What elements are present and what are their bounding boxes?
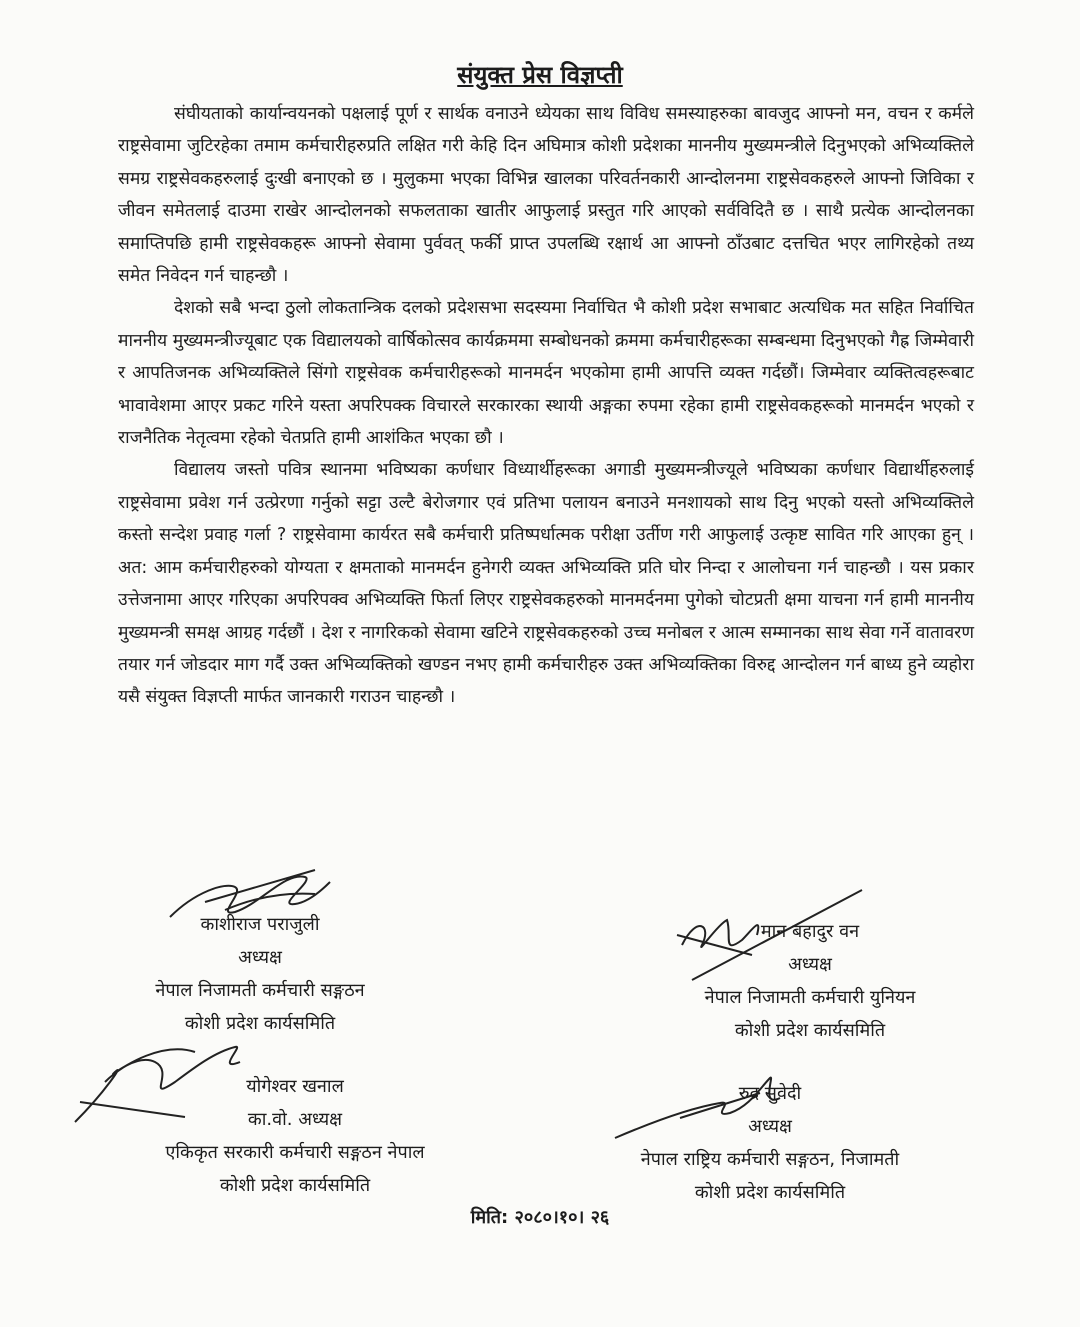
signatory-3-committee: कोशी प्रदेश कार्यसमिति xyxy=(219,1175,371,1196)
document-title: संयुक्त प्रेस विज्ञप्ती xyxy=(457,61,623,89)
signatory-2-org: नेपाल निजामती कर्मचारी युनियन xyxy=(704,987,916,1008)
signatory-1-role: अध्यक्ष xyxy=(238,947,282,968)
paragraph-1: संघीयताको कार्यान्वयनको पक्षलाई पूर्ण र सार्थक वनाउने ध्येयका साथ विविध समस्याहरुका बावजुद आफ्नो मन, वचन र कर्मले राष्ट्रसेवामा जुटिरहेका तमाम कर्मचारीहरुप्रति लक्षित गरी केहि दिन अघिमात्र कोशी प्रदेशका माननीय मुख्यमन्त्रीले दिनुभएको अभिव्यक्तिले समग्र राष्ट्रसेवकहरुलाई दुःखी बनाएको छ । मुलुकमा भएका विभिन्न खालका परिवर्तनकारी आन्दोलनमा राष्ट्रसेवकहरुले आफ्नो जिविका र जीवन समेतलाई दाउमा राखेर आन्दोलनको सफलताका खातीर आफुलाई प्रस्तुत गरि आएको सर्वविदितै छ । साथै प्रत्येक आन्दोलनका समाप्तिपछि हामी राष्ट्रसेवकहरू आफ्नो सेवामा पुर्ववत् फर्की प्राप्त उपलब्धि रक्षार्थ आ आफ्नो ठाँउबाट दत्तचित भएर लागिरहेको तथ्य समेत निवेदन गर्न चाहन्छौ । xyxy=(118,104,974,287)
signatory-2-name: मान बहादुर वन xyxy=(760,921,860,942)
signatory-4 xyxy=(590,1077,950,1209)
paragraph-3: विद्यालय जस्तो पवित्र स्थानमा भविष्यका कर्णधार विध्यार्थीहरूका अगाडी मुख्यमन्त्रीज्यूले भविष्यका कर्णधार विद्यार्थीहरुलाई राष्ट्रसेवामा प्रवेश गर्न उत्प्रेरणा गर्नुको सट्टा उल्टै बेरोजगार एवं प्रतिभा पलायन बनाउने मनशायको साथ दिनु भएको यस्तो अभिव्यक्तिले कस्तो सन्देश प्रवाह गर्ला ? राष्ट्रसेवामा कार्यरत सबै कर्मचारी प्रतिष्पर्धात्मक परीक्षा उर्तीण गरी आफुलाई उत्कृष्ट सावित गरि आएका हुन् । अत: आम कर्मचारीहरुको योग्यता र क्षमताको मानमर्दन हुनेगरी व्यक्त अभिव्यक्ति प्रति घोर निन्दा र आलोचना गर्न चाहन्छौ । यस प्रकार उत्तेजनामा आएर गरिएका अपरिपक्व अभिव्यक्ति फिर्ता लिएर राष्ट्रसेवकहरुको मानमर्दनमा पुगेको चोटप्रती क्षमा याचना गर्न हामी माननीय मुख्यमन्त्री समक्ष आग्रह गर्दछौं । देश र नागरिकको सेवामा खटिने राष्ट्रसेवकहरुको उच्च मनोबल र आत्म सम्मानका साथ सेवा गर्ने वातावरण तयार गर्न जोडदार माग गर्दै उक्त अभिव्यक्तिको खण्डन नभए हामी कर्मचारीहरु उक्त अभिव्यक्तिका विरुद्द आन्दोलन गर्न बाध्य हुने व्यहोरा यसै संयुक्त विज्ञप्ती मार्फत जानकारी गराउन चाहन्छौ । xyxy=(118,460,974,708)
signatory-2-role: अध्यक्ष xyxy=(788,954,832,975)
signatory-3-role: का.वो. अध्यक्ष xyxy=(247,1109,343,1130)
signatory-1-committee: कोशी प्रदेश कार्यसमिति xyxy=(184,1013,336,1034)
signatory-1-org: नेपाल निजामती कर्मचारी सङ्गठन xyxy=(155,980,365,1001)
signatory-2-committee: कोशी प्रदेश कार्यसमिति xyxy=(734,1020,886,1041)
paragraph-2: देशको सबै भन्दा ठुलो लोकतान्त्रिक दलको प्रदेशसभा सदस्यमा निर्वाचित भै कोशी प्रदेश सभाबाट अत्यधिक मत सहित निर्वाचित माननीय मुख्यमन्त्रीज्यूबाट एक विद्यालयको वार्षिकोत्सव कार्यक्रममा सम्बोधनको क्रममा कर्मचारीहरूका सम्बन्धमा दिनुभएको गैह्र जिम्मेवारी र आपतिजनक अभिव्यक्तिले सिंगो राष्ट्रसेवक कर्मचारीहरूको मानमर्दन भएकोमा हामी आपत्ति व्यक्त गर्दछौं। जिम्मेवार व्यक्तित्वहरूबाट भावावेशमा आएर प्रकट गरिने यस्ता अपरिपक्क विचारले सरकारका स्थायी अङ्गका रुपमा रहेका हामी राष्ट्रसेवकहरूको मानमर्दन भएको र राजनैतिक नेतृत्वमा रहेको चेतप्रति हामी आशंकित भएका छौ । xyxy=(118,298,974,449)
document-body xyxy=(118,98,974,714)
signatory-3-org: एकिकृत सरकारी कर्मचारी सङ्गठन नेपाल xyxy=(165,1142,425,1163)
signatory-2 xyxy=(650,915,970,1047)
signatory-3 xyxy=(120,1070,470,1202)
document-date: मिति: २०८०।१०। २६ xyxy=(470,1207,610,1228)
signatory-4-name: रुद्र सुवेदी xyxy=(738,1083,802,1104)
signatory-1 xyxy=(100,908,420,1040)
signatory-4-org: नेपाल राष्ट्रिय कर्मचारी सङ्गठन, निजामती xyxy=(640,1149,900,1170)
signatory-4-role: अध्यक्ष xyxy=(748,1116,792,1137)
signatory-3-name: योगेश्वर खनाल xyxy=(246,1076,344,1097)
signatory-4-committee: कोशी प्रदेश कार्यसमिति xyxy=(694,1182,846,1203)
signatory-1-name: काशीराज पराजुली xyxy=(200,914,320,935)
